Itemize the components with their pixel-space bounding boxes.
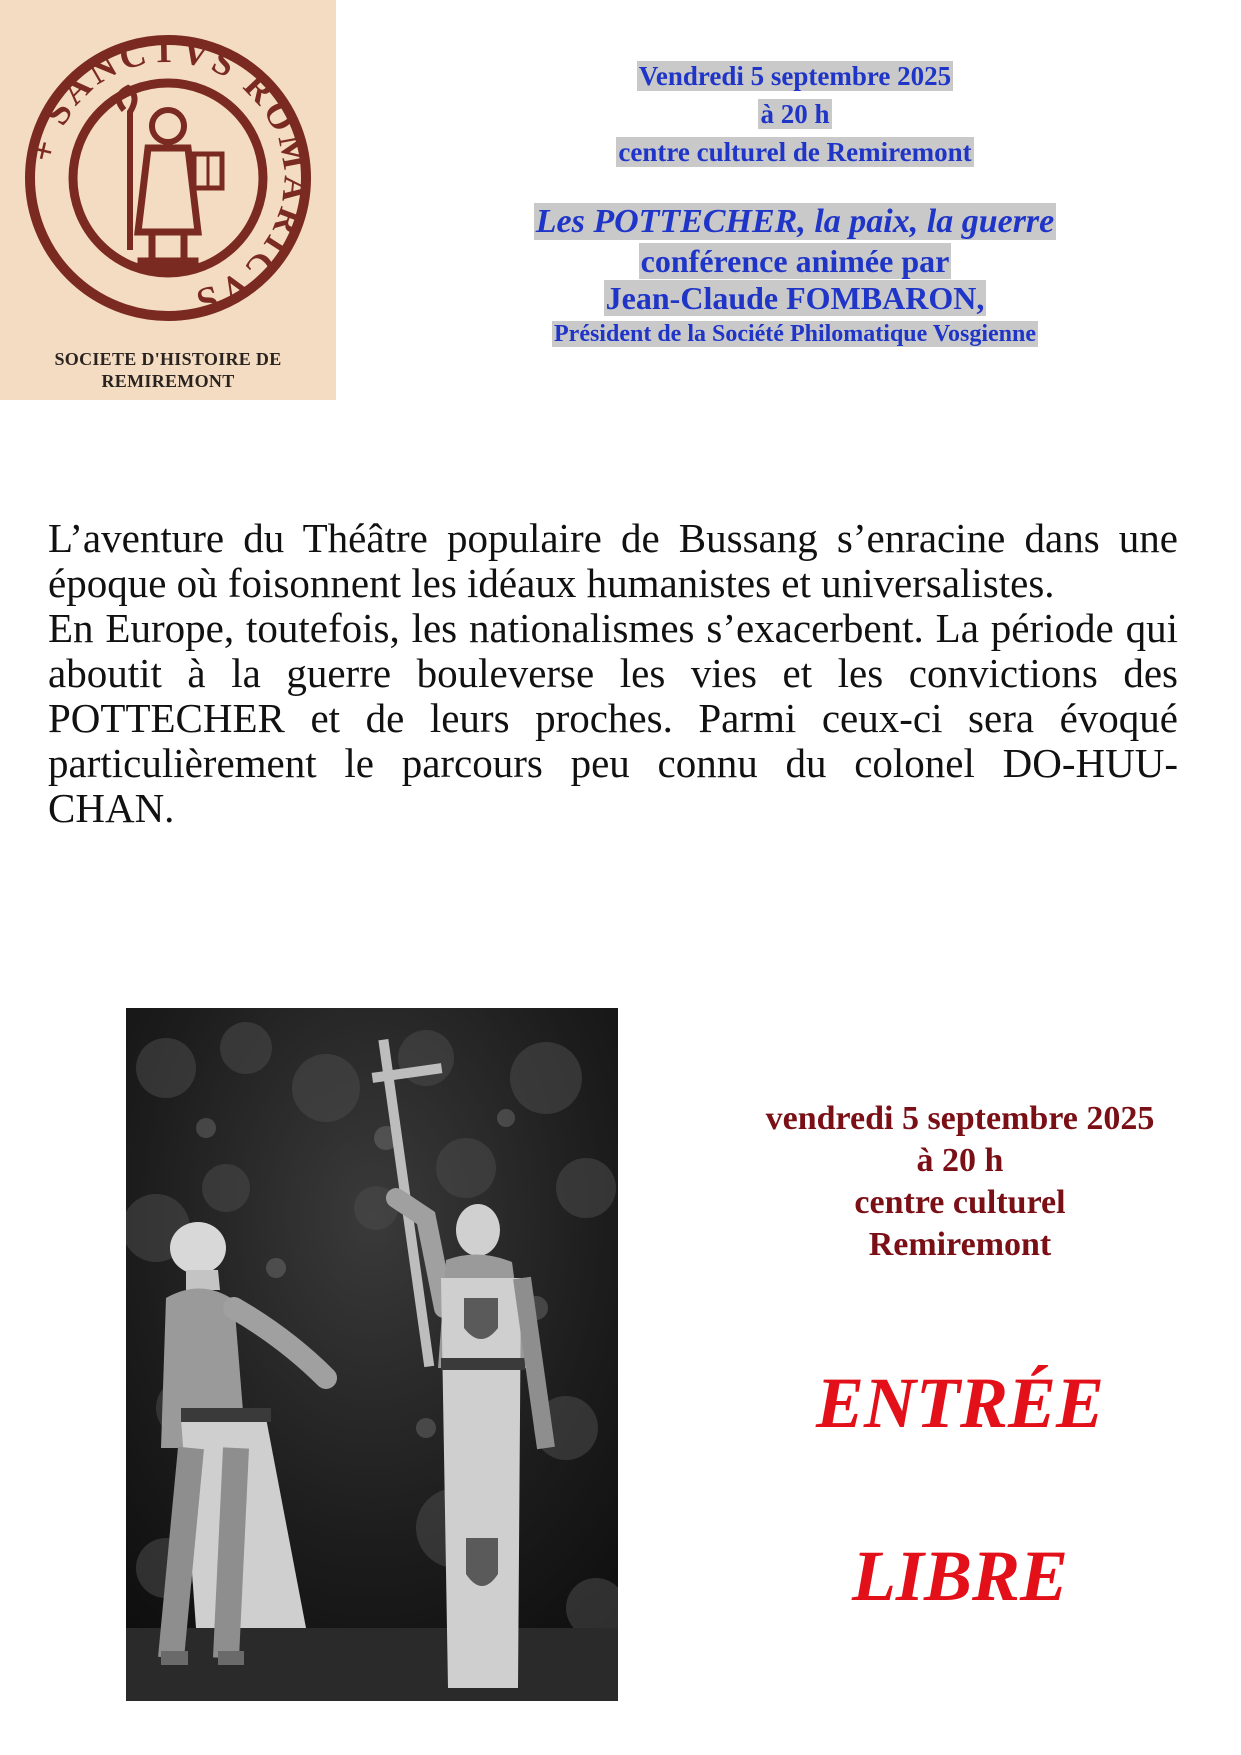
event-header bbox=[470, 57, 1120, 351]
knights-photo bbox=[126, 1008, 618, 1701]
speaker-name: Jean-Claude FOMBARON, bbox=[605, 280, 985, 316]
logo-caption-line2: REMIREMONT bbox=[101, 371, 235, 391]
admission-word-2: LIBRE bbox=[851, 1536, 1069, 1616]
event-summary bbox=[700, 1098, 1220, 1266]
event-venue: centre culturel de Remiremont bbox=[618, 137, 972, 167]
society-logo bbox=[0, 0, 336, 400]
summary-venue-line1: centre culturel bbox=[854, 1184, 1066, 1221]
svg-text:+ SANCTVS ROMARICVS: + SANCTVS ROMARICVS bbox=[21, 29, 317, 323]
speaker-role: Président de la Société Philomatique Vosgienne bbox=[554, 321, 1036, 347]
description-paragraph-1: L’aventure du Théâtre populaire de Bussang s’enracine dans une époque où foisonnent les idéaux humanistes et universalistes. bbox=[48, 515, 1178, 606]
conference-title: Les POTTECHER, la paix, la guerre bbox=[535, 203, 1055, 240]
conference-label: conférence animée par bbox=[640, 243, 950, 279]
description bbox=[48, 516, 1178, 831]
description-paragraph-2: En Europe, toutefois, les nationalismes s’exacerbent. La période qui aboutit à la guerre bouleverse les vies et les convictions des POTTECHER et de leurs proches. Parmi ceux-ci sera évoqué particulièrement le parcours peu connu du colonel DO-HUU-CHAN. bbox=[48, 605, 1178, 831]
event-time: à 20 h bbox=[760, 99, 830, 129]
summary-date: vendredi 5 septembre 2025 bbox=[765, 1100, 1155, 1137]
logo-caption-line1: SOCIETE D'HISTOIRE DE bbox=[54, 349, 282, 369]
seal-icon bbox=[0, 0, 336, 345]
admission-word-1: ENTRÉE bbox=[815, 1363, 1105, 1443]
summary-time: à 20 h bbox=[916, 1142, 1004, 1179]
event-date: Vendredi 5 septembre 2025 bbox=[638, 61, 952, 91]
summary-venue-line2: Remiremont bbox=[868, 1226, 1052, 1263]
knights-photo-icon bbox=[126, 1008, 618, 1701]
